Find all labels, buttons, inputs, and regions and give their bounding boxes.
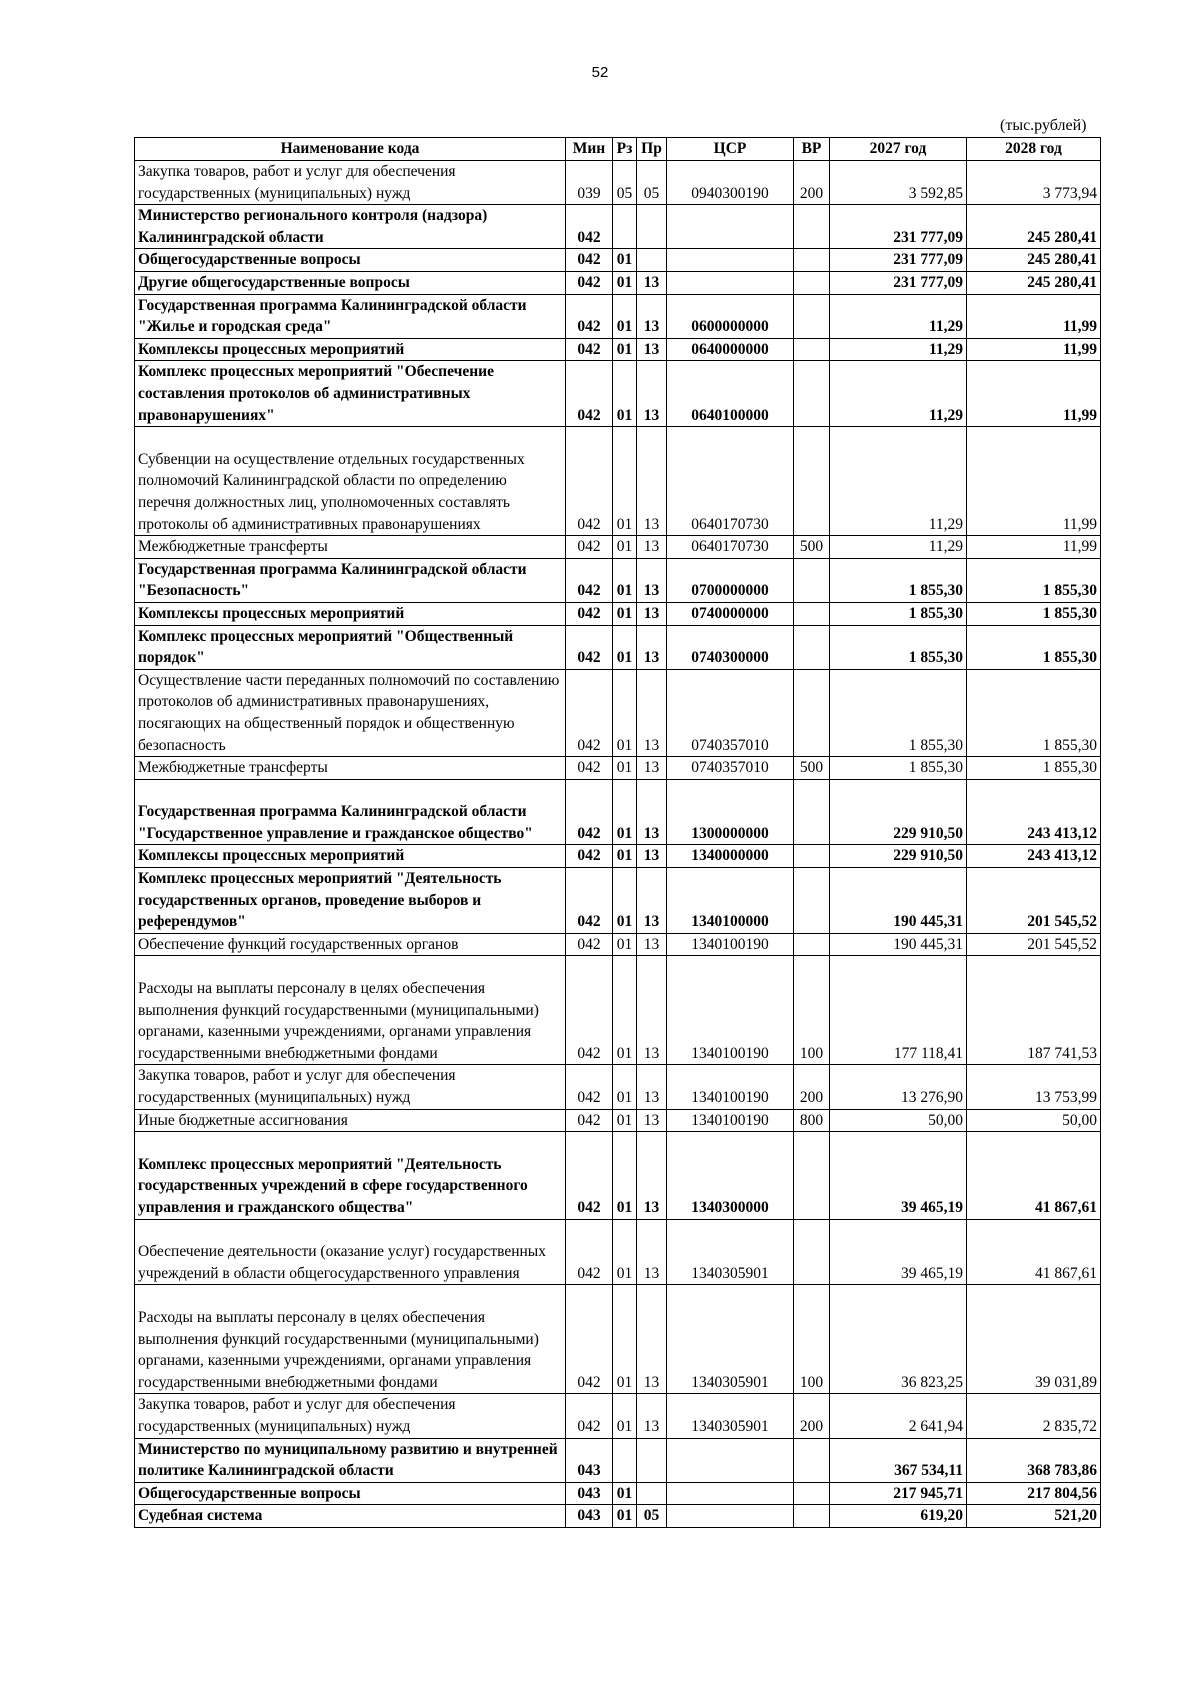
cell-rz: 01 [613,669,637,756]
cell-pr [637,1482,667,1505]
cell-min: 042 [566,1394,613,1438]
cell-rz: 01 [613,845,637,868]
cell-rz: 01 [613,1285,637,1394]
table-row [135,161,1101,205]
cell-name: Комплекс процессных мероприятий "Обеспечение составления протоколов об административных правонарушениях" [135,361,566,427]
column-header-name: Наименование кода [135,138,566,161]
column-header-min: Мин [566,138,613,161]
table-row [135,1505,1101,1528]
cell-2027: 177 118,41 [830,956,967,1065]
cell-rz: 01 [613,249,637,272]
cell-2028: 11,99 [967,361,1101,427]
cell-pr: 13 [637,536,667,559]
cell-vr: 800 [794,1109,830,1132]
cell-rz: 01 [613,361,637,427]
cell-2027: 1 855,30 [830,669,967,756]
cell-csr: 0740300000 [667,625,794,669]
cell-vr [794,294,830,338]
cell-2028: 1 855,30 [967,602,1101,625]
cell-rz: 01 [613,1065,637,1109]
cell-csr: 1340000000 [667,845,794,868]
cell-min: 042 [566,1132,613,1219]
cell-csr: 0700000000 [667,558,794,602]
cell-2027: 367 534,11 [830,1438,967,1482]
cell-rz: 01 [613,294,637,338]
cell-2028: 245 280,41 [967,249,1101,272]
cell-2027: 11,29 [830,361,967,427]
cell-min: 042 [566,1219,613,1285]
table-row [135,338,1101,361]
cell-min: 042 [566,427,613,536]
cell-2028: 50,00 [967,1109,1101,1132]
cell-pr: 13 [637,1065,667,1109]
cell-pr [637,205,667,249]
cell-2027: 13 276,90 [830,1065,967,1109]
cell-2028: 1 855,30 [967,558,1101,602]
cell-pr: 13 [637,1285,667,1394]
cell-name: Расходы на выплаты персоналу в целях обеспечения выполнения функций государственными (муниципальными) органами, казенными учреждениями, органами управления государственными внебюджетными фондами [135,1285,566,1394]
cell-2028: 1 855,30 [967,757,1101,780]
cell-2028: 1 855,30 [967,625,1101,669]
cell-name: Комплекс процессных мероприятий "Деятельность государственных органов, проведение выборов и референдумов" [135,868,566,934]
table-row [135,1219,1101,1285]
cell-2027: 190 445,31 [830,933,967,956]
cell-2028: 39 031,89 [967,1285,1101,1394]
cell-min: 042 [566,779,613,845]
cell-min: 042 [566,205,613,249]
cell-rz: 01 [613,1482,637,1505]
cell-csr: 1300000000 [667,779,794,845]
cell-name: Министерство регионального контроля (надзора) Калининградской области [135,205,566,249]
cell-rz: 01 [613,779,637,845]
cell-pr: 13 [637,427,667,536]
cell-2028: 11,99 [967,294,1101,338]
column-header-2027: 2027 год [830,138,967,161]
cell-min: 042 [566,1065,613,1109]
column-header-csr: ЦСР [667,138,794,161]
cell-csr: 0740357010 [667,669,794,756]
cell-vr [794,338,830,361]
cell-2027: 217 945,71 [830,1482,967,1505]
cell-pr: 13 [637,294,667,338]
cell-2027: 11,29 [830,294,967,338]
table-row [135,1132,1101,1219]
cell-csr: 0640170730 [667,536,794,559]
cell-vr [794,669,830,756]
cell-csr: 0640100000 [667,361,794,427]
cell-2028: 41 867,61 [967,1219,1101,1285]
cell-name: Субвенции на осуществление отдельных государственных полномочий Калининградской области по определению перечня должностных лиц, уполномоченных составлять протоколы об административных правонарушениях [135,427,566,536]
cell-vr [794,1132,830,1219]
cell-csr: 0640000000 [667,338,794,361]
cell-pr: 13 [637,1109,667,1132]
cell-2028: 13 753,99 [967,1065,1101,1109]
cell-min: 042 [566,845,613,868]
cell-vr [794,868,830,934]
cell-min: 042 [566,602,613,625]
cell-name: Министерство по муниципальному развитию и внутренней политике Калининградской области [135,1438,566,1482]
page-number: 52 [591,64,609,81]
cell-rz: 05 [613,161,637,205]
cell-rz: 01 [613,338,637,361]
cell-csr [667,1438,794,1482]
cell-csr: 0740357010 [667,757,794,780]
cell-min: 042 [566,249,613,272]
cell-min: 042 [566,1109,613,1132]
cell-2027: 231 777,09 [830,271,967,294]
cell-csr: 0640170730 [667,427,794,536]
cell-rz: 01 [613,868,637,934]
cell-vr [794,933,830,956]
cell-rz: 01 [613,625,637,669]
cell-name: Закупка товаров, работ и услуг для обеспечения государственных (муниципальных) нужд [135,161,566,205]
cell-vr [794,602,830,625]
cell-pr: 13 [637,271,667,294]
table-row [135,1482,1101,1505]
cell-2028: 368 783,86 [967,1438,1101,1482]
cell-pr: 05 [637,161,667,205]
cell-pr: 13 [637,1132,667,1219]
cell-name: Обеспечение деятельности (оказание услуг) государственных учреждений в области общегосударственного управления [135,1219,566,1285]
cell-vr [794,249,830,272]
cell-min: 043 [566,1482,613,1505]
table-row [135,271,1101,294]
cell-name: Судебная система [135,1505,566,1528]
cell-2027: 39 465,19 [830,1219,967,1285]
cell-2027: 11,29 [830,536,967,559]
cell-rz: 01 [613,933,637,956]
cell-csr: 1340300000 [667,1132,794,1219]
cell-pr: 13 [637,338,667,361]
cell-pr: 13 [637,669,667,756]
cell-name: Комплексы процессных мероприятий [135,338,566,361]
cell-2027: 1 855,30 [830,625,967,669]
cell-2027: 190 445,31 [830,868,967,934]
table-row [135,669,1101,756]
cell-pr: 13 [637,868,667,934]
cell-pr: 13 [637,602,667,625]
cell-name: Иные бюджетные ассигнования [135,1109,566,1132]
cell-rz: 01 [613,558,637,602]
cell-vr [794,205,830,249]
cell-2028: 243 413,12 [967,779,1101,845]
cell-rz: 01 [613,757,637,780]
table-row [135,1394,1101,1438]
cell-vr [794,1505,830,1528]
cell-vr: 200 [794,1065,830,1109]
cell-rz: 01 [613,271,637,294]
cell-csr: 1340305901 [667,1219,794,1285]
cell-pr: 13 [637,845,667,868]
cell-name: Межбюджетные трансферты [135,757,566,780]
cell-vr: 500 [794,757,830,780]
cell-min: 042 [566,1285,613,1394]
cell-pr: 13 [637,1219,667,1285]
table-row [135,361,1101,427]
cell-name: Государственная программа Калининградской области "Государственное управление и гражданское общество" [135,779,566,845]
cell-csr: 0600000000 [667,294,794,338]
units-note: (тыс.рублей) [1000,117,1087,134]
cell-csr: 1340305901 [667,1394,794,1438]
cell-2027: 619,20 [830,1505,967,1528]
cell-name: Комплексы процессных мероприятий [135,602,566,625]
cell-vr [794,779,830,845]
cell-name: Закупка товаров, работ и услуг для обеспечения государственных (муниципальных) нужд [135,1394,566,1438]
table-row [135,1065,1101,1109]
cell-name: Государственная программа Калининградской области "Безопасность" [135,558,566,602]
cell-2027: 11,29 [830,338,967,361]
cell-2027: 1 855,30 [830,602,967,625]
cell-name: Обеспечение функций государственных органов [135,933,566,956]
cell-2027: 36 823,25 [830,1285,967,1394]
cell-min: 042 [566,757,613,780]
cell-vr [794,1482,830,1505]
cell-pr: 13 [637,361,667,427]
cell-pr: 13 [637,1394,667,1438]
cell-name: Общегосударственные вопросы [135,1482,566,1505]
cell-min: 042 [566,536,613,559]
table-row [135,558,1101,602]
cell-vr [794,1219,830,1285]
cell-min: 042 [566,625,613,669]
column-header-rz: Рз [613,138,637,161]
cell-min: 042 [566,294,613,338]
cell-pr: 13 [637,779,667,845]
cell-rz: 01 [613,602,637,625]
cell-2027: 229 910,50 [830,779,967,845]
cell-name: Комплекс процессных мероприятий "Деятельность государственных учреждений в сфере государственного управления и гражданского общества" [135,1132,566,1219]
table-row [135,249,1101,272]
cell-pr: 13 [637,757,667,780]
table-row [135,294,1101,338]
cell-min: 042 [566,669,613,756]
cell-min: 042 [566,558,613,602]
cell-csr: 1340100190 [667,956,794,1065]
cell-rz: 01 [613,1505,637,1528]
cell-2028: 201 545,52 [967,868,1101,934]
cell-pr: 13 [637,956,667,1065]
cell-2028: 11,99 [967,427,1101,536]
cell-name: Общегосударственные вопросы [135,249,566,272]
cell-csr: 1340100000 [667,868,794,934]
cell-2028: 187 741,53 [967,956,1101,1065]
table-header-row [135,138,1101,161]
cell-csr [667,271,794,294]
cell-pr [637,249,667,272]
table-row [135,868,1101,934]
cell-rz [613,205,637,249]
cell-rz: 01 [613,956,637,1065]
cell-rz: 01 [613,1394,637,1438]
cell-name: Закупка товаров, работ и услуг для обеспечения государственных (муниципальных) нужд [135,1065,566,1109]
cell-csr: 0740000000 [667,602,794,625]
cell-rz: 01 [613,1219,637,1285]
table-row [135,536,1101,559]
cell-min: 043 [566,1438,613,1482]
cell-2028: 11,99 [967,536,1101,559]
cell-2027: 2 641,94 [830,1394,967,1438]
cell-pr: 13 [637,558,667,602]
cell-vr [794,845,830,868]
cell-rz: 01 [613,1132,637,1219]
cell-2027: 50,00 [830,1109,967,1132]
cell-name: Межбюджетные трансферты [135,536,566,559]
table-row [135,427,1101,536]
cell-name: Расходы на выплаты персоналу в целях обеспечения выполнения функций государственными (муниципальными) органами, казенными учреждениями, органами управления государственными внебюджетными фондами [135,956,566,1065]
cell-vr [794,558,830,602]
cell-min: 042 [566,933,613,956]
cell-vr [794,427,830,536]
cell-rz [613,1438,637,1482]
cell-csr: 1340305901 [667,1285,794,1394]
cell-vr [794,625,830,669]
cell-2027: 3 592,85 [830,161,967,205]
cell-2028: 245 280,41 [967,205,1101,249]
cell-min: 043 [566,1505,613,1528]
cell-name: Другие общегосударственные вопросы [135,271,566,294]
table-row [135,625,1101,669]
cell-csr: 0940300190 [667,161,794,205]
cell-2027: 1 855,30 [830,757,967,780]
column-header-vr: ВР [794,138,830,161]
cell-csr [667,249,794,272]
cell-csr [667,1482,794,1505]
cell-2027: 11,29 [830,427,967,536]
budget-table [134,137,1101,1528]
column-header-pr: Пр [637,138,667,161]
cell-vr [794,1438,830,1482]
cell-min: 042 [566,271,613,294]
cell-csr: 1340100190 [667,1109,794,1132]
cell-2027: 229 910,50 [830,845,967,868]
cell-rz: 01 [613,1109,637,1132]
cell-2028: 41 867,61 [967,1132,1101,1219]
cell-2028: 243 413,12 [967,845,1101,868]
table-row [135,1285,1101,1394]
cell-name: Государственная программа Калининградской области "Жилье и городская среда" [135,294,566,338]
cell-2028: 201 545,52 [967,933,1101,956]
cell-2027: 231 777,09 [830,249,967,272]
cell-2027: 231 777,09 [830,205,967,249]
cell-pr [637,1438,667,1482]
cell-vr [794,271,830,294]
cell-2028: 217 804,56 [967,1482,1101,1505]
cell-min: 042 [566,361,613,427]
cell-vr [794,361,830,427]
cell-pr: 05 [637,1505,667,1528]
cell-min: 039 [566,161,613,205]
table-row [135,845,1101,868]
cell-name: Осуществление части переданных полномочий по составлению протоколов об административных правонарушениях, посягающих на общественный порядок и общественную безопасность [135,669,566,756]
cell-pr: 13 [637,625,667,669]
cell-vr: 500 [794,536,830,559]
cell-2028: 245 280,41 [967,271,1101,294]
cell-csr [667,205,794,249]
table-row [135,956,1101,1065]
cell-2028: 2 835,72 [967,1394,1101,1438]
table-row [135,602,1101,625]
table-row [135,1109,1101,1132]
cell-min: 042 [566,338,613,361]
table-body [135,161,1101,1528]
cell-min: 042 [566,956,613,1065]
cell-csr: 1340100190 [667,1065,794,1109]
cell-2027: 39 465,19 [830,1132,967,1219]
table-row [135,757,1101,780]
cell-name: Комплексы процессных мероприятий [135,845,566,868]
table-row [135,1438,1101,1482]
cell-2028: 521,20 [967,1505,1101,1528]
cell-2028: 1 855,30 [967,669,1101,756]
column-header-2028: 2028 год [967,138,1101,161]
cell-rz: 01 [613,427,637,536]
cell-name: Комплекс процессных мероприятий "Общественный порядок" [135,625,566,669]
table-row [135,779,1101,845]
cell-2028: 3 773,94 [967,161,1101,205]
cell-csr [667,1505,794,1528]
cell-rz: 01 [613,536,637,559]
cell-vr: 200 [794,1394,830,1438]
cell-2027: 1 855,30 [830,558,967,602]
cell-csr: 1340100190 [667,933,794,956]
cell-vr: 200 [794,161,830,205]
table-row [135,933,1101,956]
table-row [135,205,1101,249]
cell-vr: 100 [794,956,830,1065]
cell-pr: 13 [637,933,667,956]
cell-vr: 100 [794,1285,830,1394]
cell-min: 042 [566,868,613,934]
cell-2028: 11,99 [967,338,1101,361]
